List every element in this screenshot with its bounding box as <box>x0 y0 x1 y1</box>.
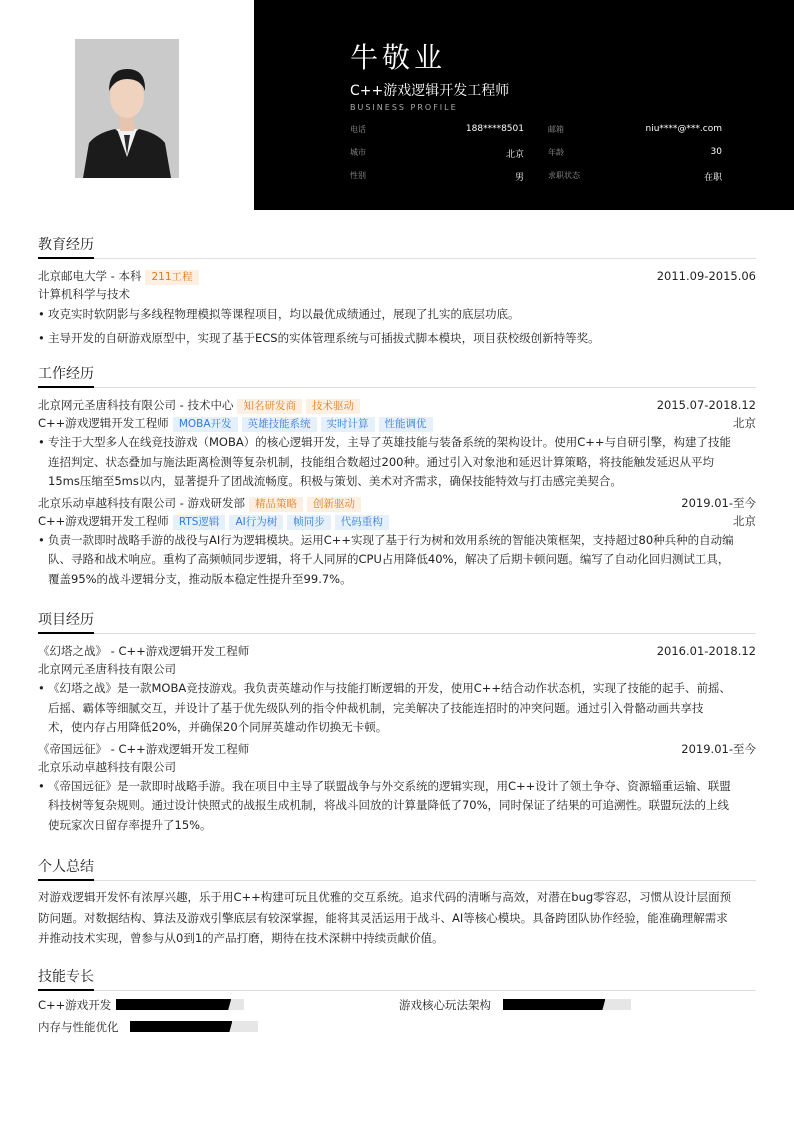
job-date: 2015.07-2018.12 <box>656 398 756 412</box>
list-item <box>38 433 756 492</box>
info-label: 电话 <box>350 125 366 134</box>
summary-text <box>38 887 756 949</box>
company-name: 北京乐动卓越科技有限公司 - 游戏研发部 <box>38 495 245 510</box>
skill-tag: 帧同步 <box>287 515 331 530</box>
skill-name: C++游戏开发 <box>38 998 112 1012</box>
text-line: • 《幻塔之战》是一款MOBA竞技游戏。我负责英雄动作与技能打断逻辑的开发，使用C++结合动作状态机，实现了技能的起手、前摇、 <box>48 681 732 695</box>
text-line: 科技树等复杂规则。通过设计快照式的战报生成机制，将战斗回放的计算量降低了70%，同时保证了结果的可追溯性。联盟玩法的上线 <box>48 798 730 812</box>
text-line: 使玩家次日留存率提升了15%。 <box>48 817 212 832</box>
company-name: 北京网元圣唐科技有限公司 - 技术中心 <box>38 398 234 412</box>
summary-section <box>38 856 756 949</box>
info-value: 188****8501 <box>465 124 524 134</box>
section-title: 技能专长 <box>38 966 94 991</box>
company-tag: 创新驱动 <box>307 497 361 512</box>
major: 计算机科学与技术 <box>38 287 130 301</box>
info-row <box>350 147 722 170</box>
work-section <box>38 363 756 589</box>
header-panel <box>254 0 794 210</box>
school-name: 北京邮电大学 - 本科 <box>38 269 142 283</box>
skill-bar-fill <box>130 1021 232 1032</box>
job-date: 2019.01-至今 <box>681 495 756 510</box>
skill-tag: 代码重构 <box>335 515 389 530</box>
info-label: 城市 <box>350 148 366 157</box>
info-label: 年龄 <box>548 148 564 157</box>
school-tag: 211工程 <box>145 270 198 285</box>
job-role: C++游戏逻辑开发工程师 <box>38 513 169 528</box>
skill-item <box>38 997 111 1013</box>
skill-bar-fill <box>116 999 231 1010</box>
section-title: 教育经历 <box>38 234 94 259</box>
company-tag: 技术驱动 <box>306 399 360 414</box>
text-line: • 《帝国远征》是一款即时战略手游。我在项目中主导了联盟战争与外交系统的逻辑实现，用C++设计了领土争夺、资源辎重运输、联盟 <box>48 778 731 793</box>
skill-item <box>38 1019 119 1035</box>
project-company: 北京网元圣唐科技有限公司 <box>38 662 176 676</box>
skill-bar-fill <box>503 999 605 1010</box>
skill-bar <box>503 999 631 1010</box>
profile-photo <box>75 39 179 178</box>
skill-bar <box>130 1021 258 1032</box>
text-line: 覆盖95%的战斗逻辑分支，推动版本稳定性提升至99.7%。 <box>48 571 352 586</box>
section-title: 工作经历 <box>38 363 94 388</box>
text-line: 对游戏逻辑开发怀有浓厚兴趣，乐于用C++构建可玩且优雅的交互系统。追求代码的清晰与高效，对潜在bug零容忍，习惯从设计层面预 <box>38 890 732 904</box>
list-item <box>38 777 756 836</box>
info-value: niu****@***.com <box>645 124 722 134</box>
candidate-name: 牛敬业 <box>350 41 447 74</box>
text-line: 后摇、霸体等细腻交互，并设计了基于优先级队列的指令仲裁机制，完美解决了技能连招时的冲突问题。通过引入骨骼动画共享技 <box>48 700 704 715</box>
project-name: 《帝国远征》 - C++游戏逻辑开发工程师 <box>38 741 250 756</box>
list-item: • 攻克实时软阴影与多线程物理模拟等课程项目，均以最优成绩通过，展现了扎实的底层功底。 <box>38 305 756 325</box>
text-line: 15ms压缩至5ms以内，显著提升了团战流畅度。积极与策划、美术对齐需求，确保技能特效与打击感完美契合。 <box>48 474 622 488</box>
job-city: 北京 <box>733 513 756 528</box>
company-tag: 知名研发商 <box>237 399 302 414</box>
info-value: 男 <box>514 173 524 183</box>
text-line: 并推动技术实现，曾参与从0到1的产品打磨，期待在技术深耕中持续贡献价值。 <box>38 931 444 945</box>
list-item: • 主导开发的自研游戏原型中，实现了基于ECS的实体管理系统与可插拔式脚本模块，项目获校级创新特等奖。 <box>38 329 756 349</box>
contact-info <box>350 124 722 193</box>
skill-tag: AI行为树 <box>229 515 283 530</box>
candidate-title: C++游戏逻辑开发工程师 <box>350 83 510 99</box>
skill-tag: 性能调优 <box>379 417 433 432</box>
info-row <box>350 170 722 193</box>
text-line: • 负责一款即时战略手游的战役与AI行为逻辑模块。运用C++实现了基于行为树和效用系统的智能决策框架，支持超过80种兵种的自动编 <box>48 532 734 547</box>
text-line: 队、寻路和战术响应。重构了高频帧同步逻辑，将千人同屏的CPU占用降低40%，解决了后期卡顿问题。编写了自动化回归测试工具， <box>48 552 730 566</box>
info-value: 北京 <box>505 150 524 160</box>
projects-section <box>38 609 756 835</box>
project-name: 《幻塔之战》 - C++游戏逻辑开发工程师 <box>38 644 250 658</box>
profile-caption: BUSINESS PROFILE <box>350 103 458 112</box>
project-date: 2019.01-至今 <box>681 741 756 756</box>
skills-section <box>38 966 756 1046</box>
job-role: C++游戏逻辑开发工程师 <box>38 416 169 430</box>
skill-tag: 实时计算 <box>321 417 375 432</box>
info-label: 邮箱 <box>548 125 564 134</box>
text-line: 连招判定、状态叠加与施法距离检测等复杂机制，技能组合数超过200种。通过引入对象池和延迟计算策略，将技能触发延迟从平均 <box>48 454 714 469</box>
list-item <box>38 679 756 738</box>
skill-tag: MOBA开发 <box>173 417 238 432</box>
section-title: 项目经历 <box>38 609 94 634</box>
project-company: 北京乐动卓越科技有限公司 <box>38 759 176 774</box>
skill-bar <box>116 999 244 1010</box>
project-date: 2016.01-2018.12 <box>656 644 756 658</box>
text-line: 术，使内存占用降低20%，并确保20个同屏英雄动作切换无卡顿。 <box>48 720 388 734</box>
skill-name: 内存与性能优化 <box>38 1020 119 1034</box>
info-value: 在职 <box>703 173 722 183</box>
info-label: 性别 <box>350 171 366 180</box>
education-date: 2011.09-2015.06 <box>656 269 756 283</box>
info-value: 30 <box>710 147 722 157</box>
list-item <box>38 531 756 590</box>
skill-item <box>399 997 491 1013</box>
skill-tag: 英雄技能系统 <box>242 417 317 432</box>
text-line: • 专注于大型多人在线竞技游戏（MOBA）的核心逻辑开发，主导了英雄技能与装备系统的架构设计。使用C++与自研引擎，构建了技能 <box>48 435 732 449</box>
info-label: 求职状态 <box>548 171 580 180</box>
company-tag: 精品策略 <box>249 497 303 512</box>
job-city: 北京 <box>733 416 756 430</box>
text-line: 防问题。对数据结构、算法及游戏引擎底层有较深掌握，能将其灵活运用于战斗、AI等核心模块。具备跨团队协作经验，能准确理解需求 <box>38 910 728 925</box>
education-section <box>38 234 756 348</box>
skill-name: 游戏核心玩法架构 <box>399 998 491 1012</box>
skill-tag: RTS逻辑 <box>173 515 226 530</box>
section-title: 个人总结 <box>38 856 94 881</box>
info-row <box>350 124 722 147</box>
